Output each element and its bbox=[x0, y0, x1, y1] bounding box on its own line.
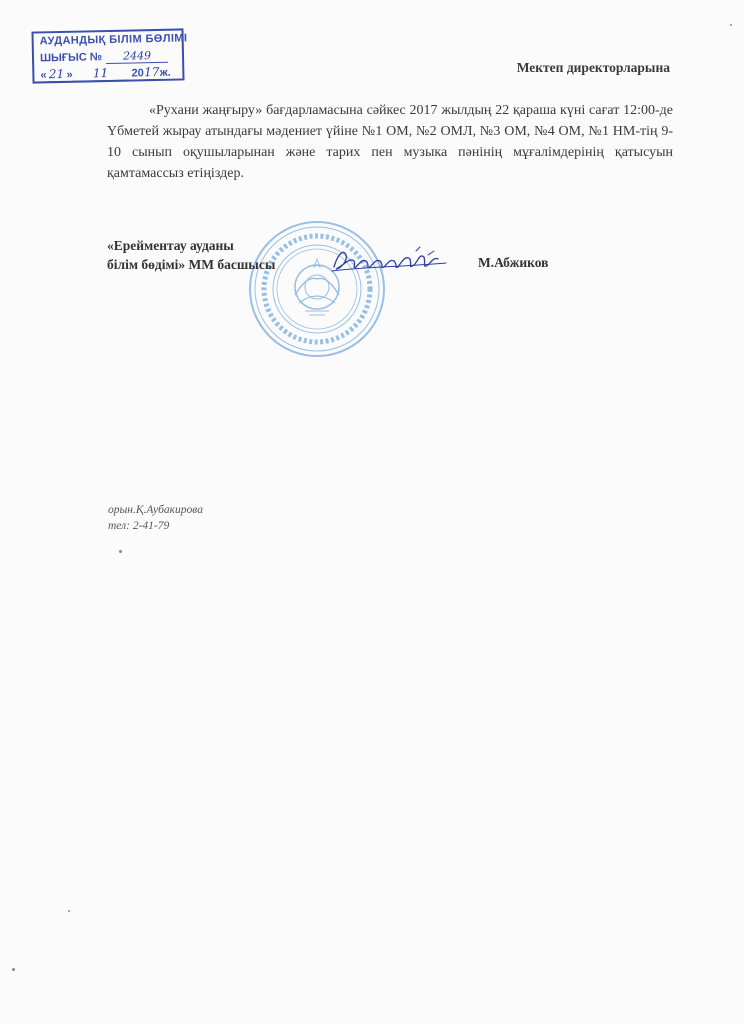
executor-name: орын.Қ.Аубакирова bbox=[108, 504, 203, 516]
stamp-year-suffix: 17 bbox=[144, 64, 160, 80]
stamp-number-value: 2449 bbox=[106, 49, 168, 64]
executor-info bbox=[108, 502, 203, 534]
stamp-number-label: ШЫҒЫС № bbox=[39, 51, 103, 65]
scan-speck bbox=[68, 910, 70, 912]
scan-speck bbox=[730, 24, 732, 26]
addressee: Мектеп директорларына bbox=[516, 60, 670, 75]
stamp-quote-open: « bbox=[40, 69, 47, 82]
stamp-year-mark: ж. bbox=[159, 66, 171, 79]
scan-speck bbox=[119, 550, 122, 553]
stamp-month: 11 bbox=[72, 66, 128, 82]
signature-org-line1: «Ерейментау ауданы bbox=[107, 238, 234, 253]
signature-icon bbox=[330, 243, 450, 279]
stamp-department-line: АУДАНДЫҚ БІЛІМ БӨЛІМІ bbox=[39, 32, 188, 48]
stamp-number-line bbox=[40, 49, 168, 66]
executor-phone: тел: 2-41-79 bbox=[108, 520, 170, 532]
letter-body: «Рухани жаңғыру» бағдарламасына сәйкес 2017 жылдың 22 қараша күні сағат 12:00-де Үбметей жырау атындағы мәдениет үйіне №1 ОМ, №2 ОМЛ, №3 ОМ, №4 ОМ, №1 НМ-тің 9-10 сынып оқушыларынан және тарих пен музыка пәнінің мұғалімдерінің қатысуын қамтамассыз етіңіздер. bbox=[107, 103, 673, 181]
stamp-date-line bbox=[40, 65, 171, 83]
signatory-name: М.Абжиков bbox=[478, 255, 549, 270]
stamp-year-prefix: 20 bbox=[131, 67, 144, 80]
stamp-day: 21 bbox=[46, 67, 66, 82]
stamp-quote-close: » bbox=[66, 68, 73, 81]
signature-organization bbox=[107, 236, 275, 274]
signature-org-line2: білім бөдімі» ММ басшысы bbox=[107, 257, 276, 272]
scan-speck bbox=[12, 968, 15, 971]
registration-stamp bbox=[31, 28, 188, 83]
